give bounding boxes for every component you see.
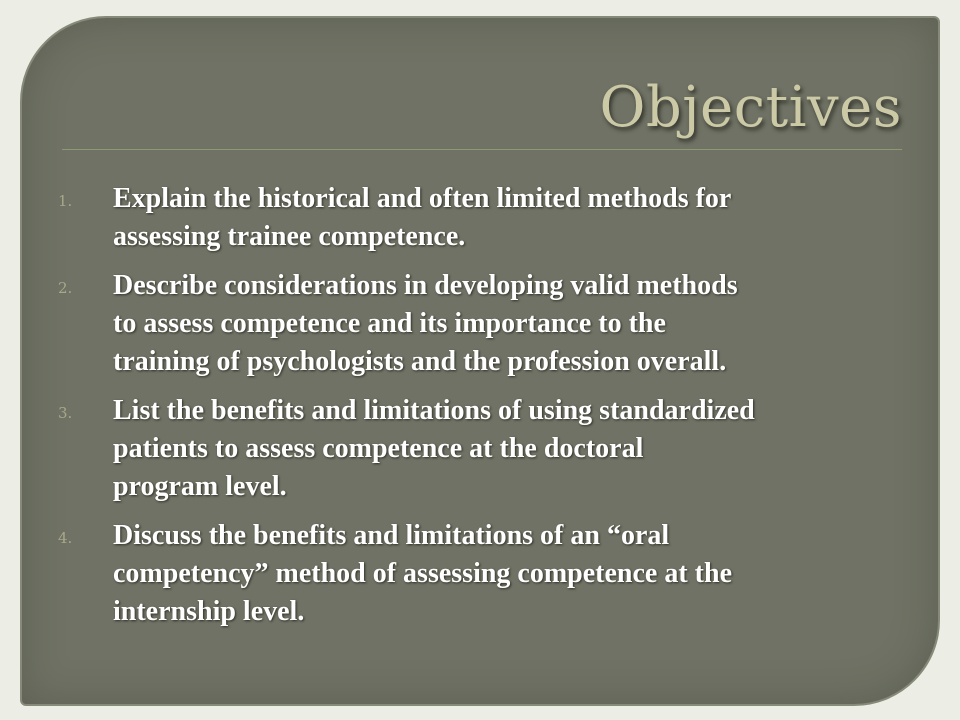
objective-line: List the benefits and limitations of using standardized xyxy=(113,395,755,426)
objective-number: 3. xyxy=(58,404,73,422)
objective-line: patients to assess competence at the doctoral xyxy=(113,433,644,464)
objective-number: 2. xyxy=(58,279,73,297)
objective-line: Describe considerations in developing valid methods xyxy=(113,270,738,301)
objective-line: Discuss the benefits and limitations of an “oral xyxy=(113,520,670,551)
objective-line: competency” method of assessing competence at the xyxy=(113,558,732,589)
objective-text xyxy=(113,517,908,631)
objective-number: 4. xyxy=(58,529,73,547)
objective-item-1 xyxy=(58,180,908,256)
objective-line: program level. xyxy=(113,471,287,502)
slide-title: Objectives xyxy=(599,75,902,140)
objective-line: assessing trainee competence. xyxy=(113,221,466,252)
objective-line: Explain the historical and often limited methods for xyxy=(113,183,732,214)
objective-text xyxy=(113,267,908,381)
objective-item-2 xyxy=(58,267,908,381)
objective-text xyxy=(113,180,908,256)
objective-line: training of psychologists and the profession overall. xyxy=(113,346,727,377)
objective-text xyxy=(113,392,908,506)
objective-number: 1. xyxy=(58,192,73,210)
objective-line: to assess competence and its importance to the xyxy=(113,308,666,339)
title-divider xyxy=(62,149,902,150)
objective-line: internship level. xyxy=(113,596,305,627)
objective-item-3 xyxy=(58,392,908,506)
objectives-list xyxy=(58,180,908,642)
objective-item-4 xyxy=(58,517,908,631)
